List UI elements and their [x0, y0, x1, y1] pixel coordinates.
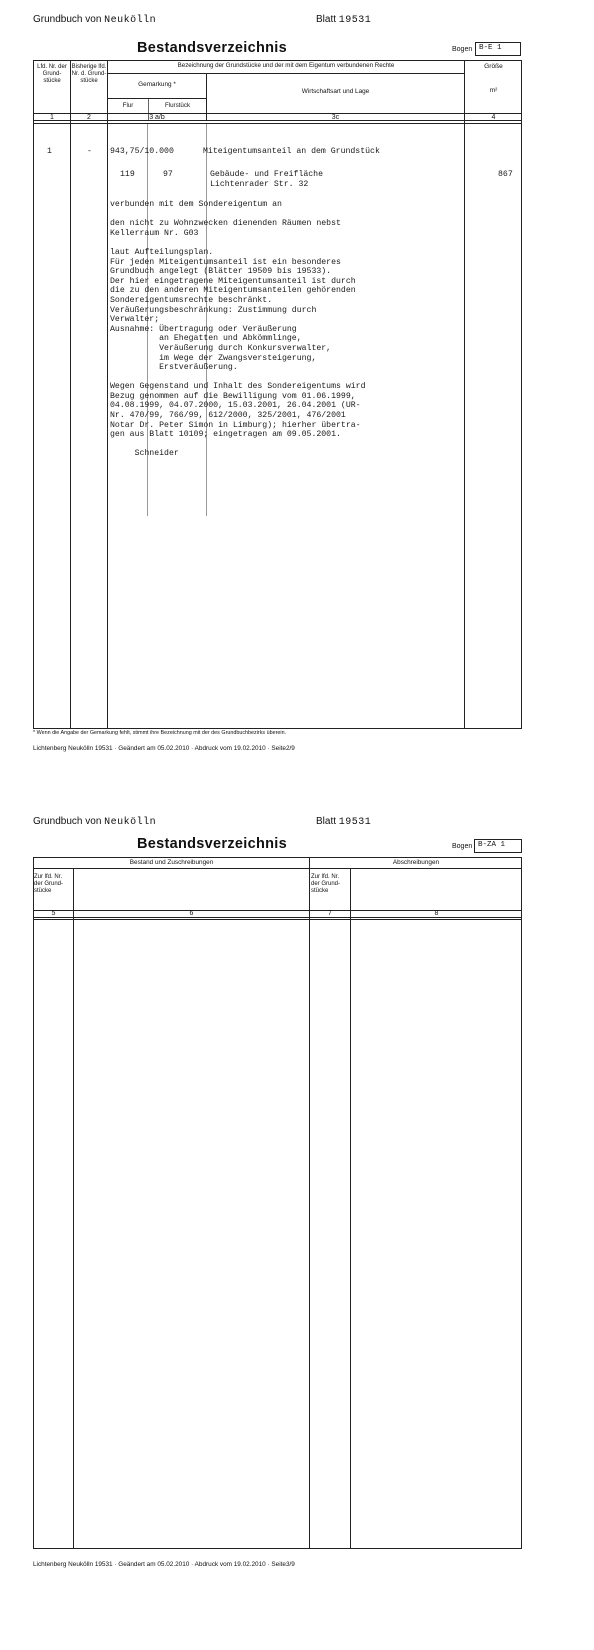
entry-wirtschaftsart-1: Gebäude- und Freifläche — [210, 170, 324, 179]
text-line: den nicht zu Wohnzwecken dienenden Räumen nebst — [110, 219, 341, 229]
signature-line: Schneider — [110, 449, 179, 459]
grundbuch-label: Grundbuch von — [33, 14, 102, 25]
blatt-nr: 19531 — [338, 15, 372, 26]
text-line: im Wege der Zwangsversteigerung, — [110, 353, 317, 363]
col-number-4: 4 — [491, 114, 496, 121]
text-line: laut Aufteilungsplan. — [110, 247, 214, 257]
text-line: verbunden mit dem Sondereigentum an — [110, 200, 282, 209]
text-line: Der hier eingetragene Miteigentumsanteil ist durch — [110, 276, 356, 286]
grundbuch-header — [33, 14, 156, 26]
page-title: Bestandsverzeichnis — [137, 40, 287, 56]
col-einheit-header: m² — [489, 87, 498, 94]
col-number-6: 6 — [189, 910, 194, 917]
col-zur-lfd-nr-a: Zur lfd. Nr. der Grund- stücke — [34, 874, 64, 894]
col-bezeichnung-header: Bezeichnung der Grundstücke und der mit dem Eigentum verbundenen Rechte — [177, 62, 395, 69]
grundbuch-ort: Neukölln — [104, 15, 157, 26]
text-line: Veräußerung durch Konkursverwalter, — [110, 343, 332, 353]
blatt-header — [316, 14, 371, 26]
grundbuch-header — [33, 816, 156, 828]
page-title: Bestandsverzeichnis — [137, 836, 287, 852]
col-number-3ab: 3 a/b — [149, 114, 165, 121]
text-line — [110, 373, 366, 383]
entry-lfd-nr: 1 — [47, 147, 52, 156]
col-lfd-nr-header: Lfd. Nr. der Grund- stücke — [37, 64, 67, 84]
text-line: Nr. 470/99, 766/99, 612/2000, 325/2001, 476/2001 — [110, 411, 346, 421]
entry-anteil-text: Miteigentumsanteil an dem Grundstück — [203, 147, 380, 156]
text-line: gen aus Blatt 10109; eingetragen am 09.05.2001. — [110, 430, 341, 440]
blatt-nr: 19531 — [338, 817, 372, 828]
col-number-2: 2 — [87, 114, 91, 121]
entry-flur: 119 — [120, 170, 135, 179]
blatt-label: Blatt — [316, 14, 337, 25]
text-line: Bezug genommen auf die Bewilligung vom 01.06.1999, — [110, 391, 356, 401]
col-gemarkung-header: Gemarkung * — [138, 81, 176, 88]
col-bestand-header: Bestand und Zuschreibungen — [129, 859, 214, 866]
text-line: an Ehegatten und Abkömmlinge, — [110, 334, 302, 344]
text-line: Notar Dr. Peter Simon in Limburg); hierher übertra- — [110, 420, 361, 430]
bogen-label: Bogen — [452, 46, 473, 53]
entry-groesse: 867 — [498, 170, 513, 179]
grundbuch-ort: Neukölln — [104, 817, 157, 828]
text-line: Veräußerungsbeschränkung: Zustimmung durch — [110, 305, 317, 315]
entry-wirtschaftsart-2: Lichtenrader Str. 32 — [210, 180, 309, 189]
col-groesse-header: Größe — [484, 63, 503, 70]
bogen-value: B-ZA 1 — [474, 839, 522, 853]
col-abschreibungen-header: Abschreibungen — [392, 859, 440, 866]
footnote: * Wenn die Angabe der Gemarkung fehlt, stimmt ihre Bezeichnung mit der des Grundbuchbezirks überein. — [33, 730, 287, 736]
bogen-label: Bogen — [452, 843, 473, 850]
col-wirtschaftsart-header: Wirtschaftsart und Lage — [301, 88, 370, 95]
col-flur-header: Flur — [122, 102, 134, 109]
text-line — [110, 210, 366, 220]
col-flurstueck-header: Flurstück — [164, 102, 191, 109]
text-line: Verwalter; — [110, 315, 160, 325]
text-line — [110, 238, 366, 248]
text-line: die zu den anderen Miteigentumsanteilen gehörenden — [110, 286, 356, 296]
entry-anteil: 943,75/10.000 — [110, 147, 174, 156]
text-line: Grundbuch angelegt (Blätter 19509 bis 19533). — [110, 267, 332, 277]
text-line: 04.08.1999, 04.07.2000, 15.03.2001, 26.04.2001 (UR- — [110, 401, 361, 411]
page-footer: Lichtenberg Neukölln 19531 · Geändert am 05.02.2010 · Abdruck vom 19.02.2010 · Seite3/9 — [33, 1561, 295, 1568]
col-number-5: 5 — [51, 910, 56, 917]
text-line — [110, 440, 366, 450]
col-number-1: 1 — [50, 114, 54, 121]
text-line: Für jeden Miteigentumsanteil ist ein besonderes — [110, 257, 341, 267]
entry-flurstueck: 97 — [163, 170, 173, 179]
col-number-3c: 3c — [331, 114, 340, 121]
col-bisherige-header: Bisherige lfd. Nr. d. Grund- stücke — [71, 64, 107, 84]
grundbuch-label: Grundbuch von — [33, 816, 102, 827]
text-line: Sondereigentumsrechte beschränkt. — [110, 295, 273, 305]
text-line: Wegen Gegenstand und Inhalt des Sondereigentums wird — [110, 382, 366, 392]
entry-bisherige: - — [87, 147, 92, 156]
text-line: Ausnahme: Übertragung oder Veräußerung — [110, 324, 297, 334]
col-number-8: 8 — [434, 910, 439, 917]
page-footer: Lichtenberg Neukölln 19531 · Geändert am 05.02.2010 · Abdruck vom 19.02.2010 · Seite2/9 — [33, 745, 295, 752]
blatt-header — [316, 816, 371, 828]
text-line: Kellerraum Nr. G03 — [110, 228, 199, 238]
blatt-label: Blatt — [316, 816, 337, 827]
bogen-value: B-E 1 — [475, 42, 521, 56]
col-zur-lfd-nr-b: Zur lfd. Nr. der Grund- stücke — [311, 874, 341, 894]
text-line: Erstveräußerung. — [110, 363, 238, 373]
zuschreibungen-table — [33, 857, 522, 1549]
col-number-7: 7 — [328, 910, 332, 917]
entry-text-block — [110, 200, 366, 459]
